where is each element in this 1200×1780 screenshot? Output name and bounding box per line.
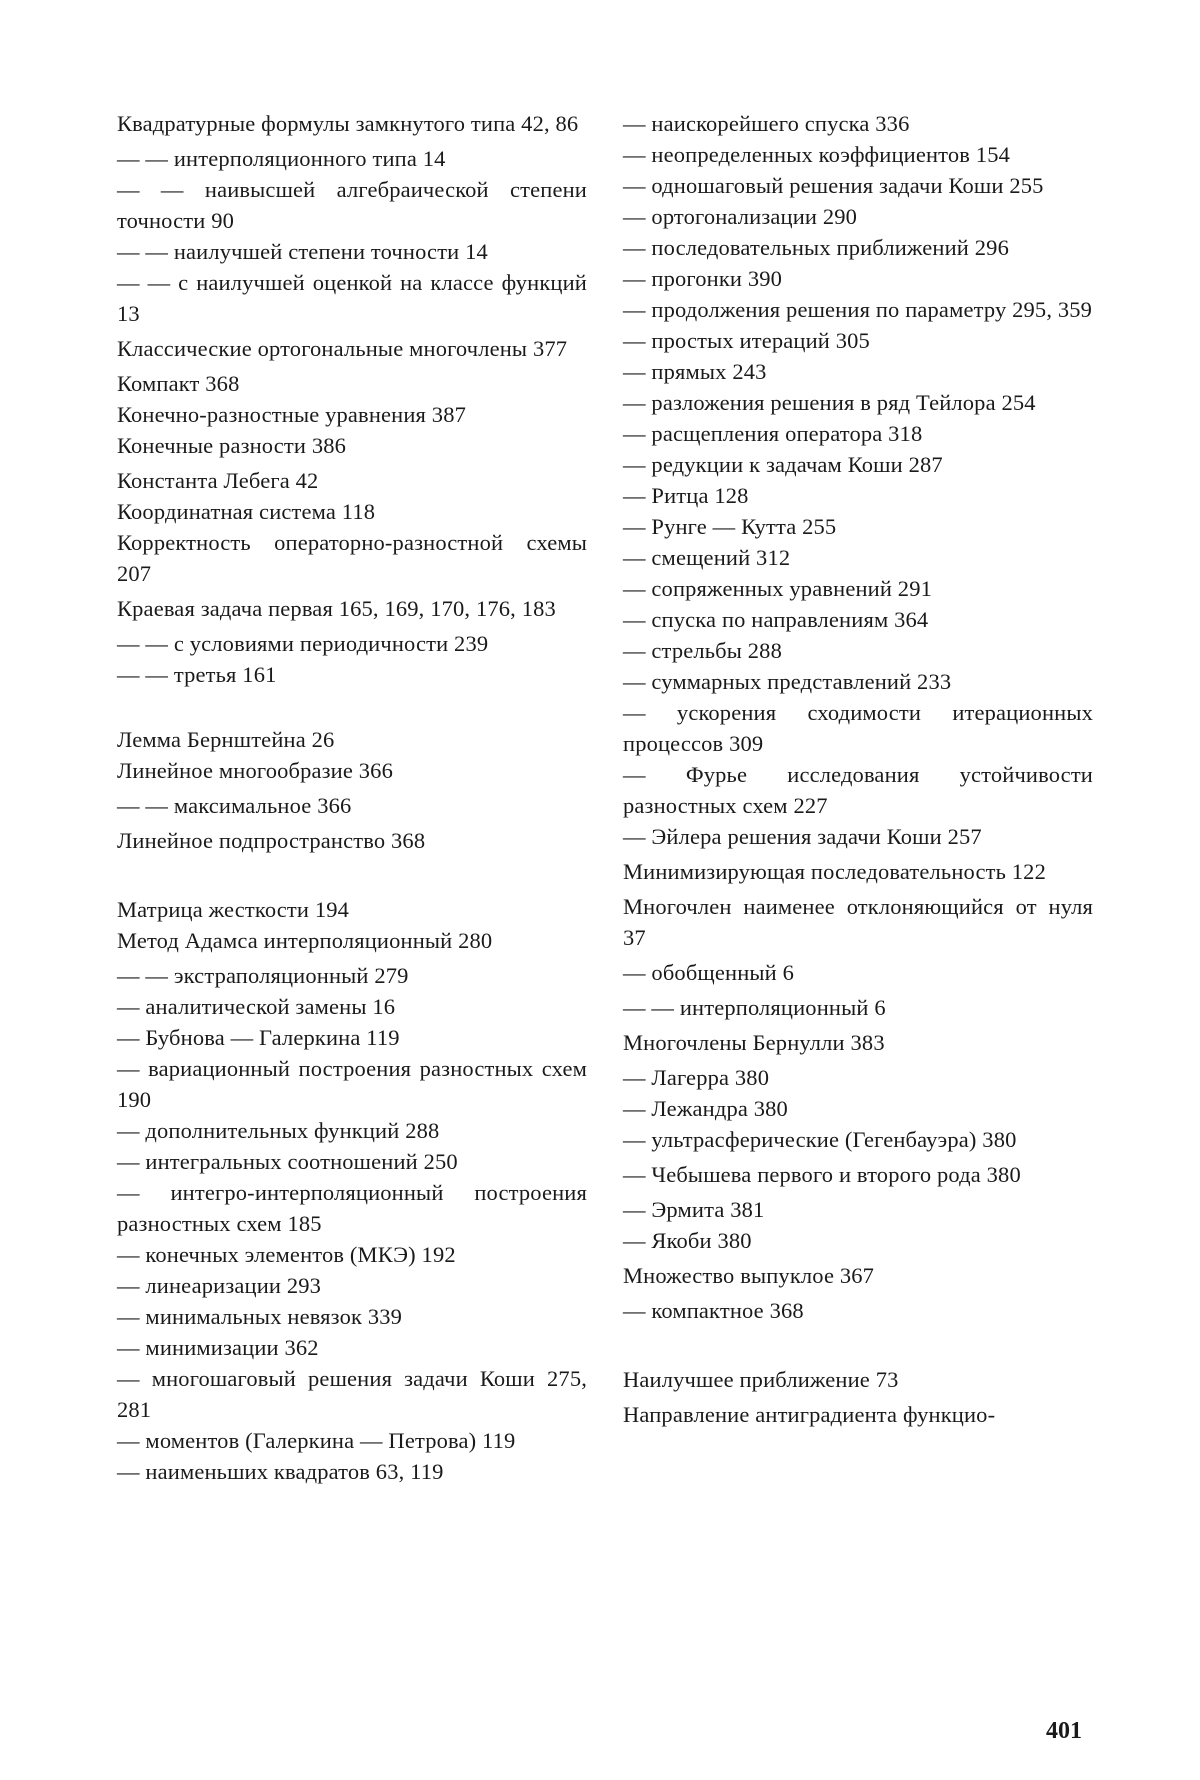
index-entry: Матрица жесткости 194	[117, 897, 350, 922]
index-entry: — разложения решения в ряд Тейлора 254	[623, 390, 1036, 415]
index-entry: — конечных элементов (МКЭ) 192	[117, 1242, 456, 1267]
index-entry: Линейное многообразие 366	[117, 758, 393, 783]
index-column-left	[117, 108, 587, 1487]
index-entry: — интегро-интерполяционный построения разностных схем 185	[117, 1180, 587, 1236]
index-entry: — — экстраполяционный 279	[117, 963, 409, 988]
index-entry: — Фурье исследования устойчивости разностных схем 227	[623, 762, 1093, 818]
index-entry: Линейное подпространство 368	[117, 828, 426, 853]
index-entry: Конечные разности 386	[117, 433, 347, 458]
index-entry: — Эйлера решения задачи Коши 257	[623, 824, 982, 849]
section-gap	[623, 1330, 1093, 1364]
index-entry: — ортогонализации 290	[623, 204, 858, 229]
index-entry: — Бубнова — Галеркина 119	[117, 1025, 400, 1050]
index-entry: — многошаговый решения задачи Коши 275, 281	[117, 1366, 587, 1422]
index-entry: — спуска по направлениям 364	[623, 607, 929, 632]
index-entry: — Чебышева первого и второго рода 380	[623, 1162, 1021, 1187]
index-entry: Направление антиградиента функцио-	[623, 1402, 996, 1427]
index-entry: Координатная система 118	[117, 499, 376, 524]
index-entry: — смещений 312	[623, 545, 791, 570]
index-entry: — суммарных представлений 233	[623, 669, 952, 694]
index-entry: — — интерполяционного типа 14	[117, 146, 446, 171]
index-entry: — наименьших квадратов 63, 119	[117, 1459, 444, 1484]
index-entry: — неопределенных коэффициентов 154	[623, 142, 1011, 167]
index-entry: — — наилучшей степени точности 14	[117, 239, 488, 264]
index-entry: — линеаризации 293	[117, 1273, 322, 1298]
index-entry: Квадратурные формулы замкнутого типа 42, 86	[117, 111, 579, 136]
index-entry: — вариационный построения разностных схем 190	[117, 1056, 587, 1112]
index-entry: — продолжения решения по параметру 295, 359	[623, 297, 1093, 322]
index-entry: — — наивысшей алгебраической степени точности 90	[117, 177, 587, 233]
index-entry: Компакт 368	[117, 371, 240, 396]
index-entry: — минимальных невязок 339	[117, 1304, 403, 1329]
index-entry: — аналитической замены 16	[117, 994, 396, 1019]
index-entry: Константа Лебега 42	[117, 468, 319, 493]
index-entry: — Рунге — Кутта 255	[623, 514, 837, 539]
index-entry: Многочлены Бернулли 383	[623, 1030, 885, 1055]
index-entry: — — интерполяционный 6	[623, 995, 886, 1020]
index-entry: — последовательных приближений 296	[623, 235, 1009, 260]
section-gap	[117, 860, 587, 894]
index-entry: — дополнительных функций 288	[117, 1118, 440, 1143]
index-entry: Лемма Бернштейна 26	[117, 727, 335, 752]
index-entry: — наискорейшего спуска 336	[623, 111, 910, 136]
index-entry: — расщепления оператора 318	[623, 421, 923, 446]
index-entry: Метод Адамса интерполяционный 280	[117, 928, 493, 953]
index-entry: — Эрмита 381	[623, 1197, 765, 1222]
index-entry: — — максимальное 366	[117, 793, 352, 818]
index-entry: — прямых 243	[623, 359, 767, 384]
index-entry: Корректность операторно-разностной схемы 207	[117, 530, 587, 586]
index-entry: Краевая задача первая 165, 169, 170, 176, 183	[117, 596, 556, 621]
page-number: 401	[1046, 1718, 1082, 1744]
index-entry: — обобщенный 6	[623, 960, 795, 985]
index-entry: Множество выпуклое 367	[623, 1263, 875, 1288]
index-entry: — редукции к задачам Коши 287	[623, 452, 943, 477]
index-entry: Классические ортогональные многочлены 377	[117, 336, 568, 361]
index-entry: Многочлен наименее отклоняющийся от нуля 37	[623, 894, 1093, 950]
section-gap	[117, 690, 587, 724]
index-entry: — простых итераций 305	[623, 328, 870, 353]
index-entry: — Лежандра 380	[623, 1096, 788, 1121]
index-entry: — — с условиями периодичности 239	[117, 631, 489, 656]
index-entry: — Ритца 128	[623, 483, 749, 508]
index-entry: — — с наилучшей оценкой на классе функций 13	[117, 270, 587, 326]
index-entry: — стрельбы 288	[623, 638, 782, 663]
index-entry: Конечно-разностные уравнения 387	[117, 402, 467, 427]
index-column-right	[623, 108, 1093, 1434]
index-entry: — компактное 368	[623, 1298, 804, 1323]
index-entry: — ускорения сходимости итерационных процессов 309	[623, 700, 1093, 756]
index-entry: — интегральных соотношений 250	[117, 1149, 458, 1174]
index-entry: — — третья 161	[117, 662, 277, 687]
index-entry: — Лагерра 380	[623, 1065, 770, 1090]
index-entry: Наилучшее приближение 73	[623, 1367, 899, 1392]
index-entry: — сопряженных уравнений 291	[623, 576, 932, 601]
index-entry: — минимизации 362	[117, 1335, 319, 1360]
index-entry: Минимизирующая последовательность 122	[623, 859, 1046, 884]
index-entry: — Якоби 380	[623, 1228, 752, 1253]
index-entry: — прогонки 390	[623, 266, 783, 291]
index-entry: — моментов (Галеркина — Петрова) 119	[117, 1428, 516, 1453]
index-entry: — ультрасферические (Гегенбауэра) 380	[623, 1127, 1017, 1152]
index-entry: — одношаговый решения задачи Коши 255	[623, 173, 1044, 198]
